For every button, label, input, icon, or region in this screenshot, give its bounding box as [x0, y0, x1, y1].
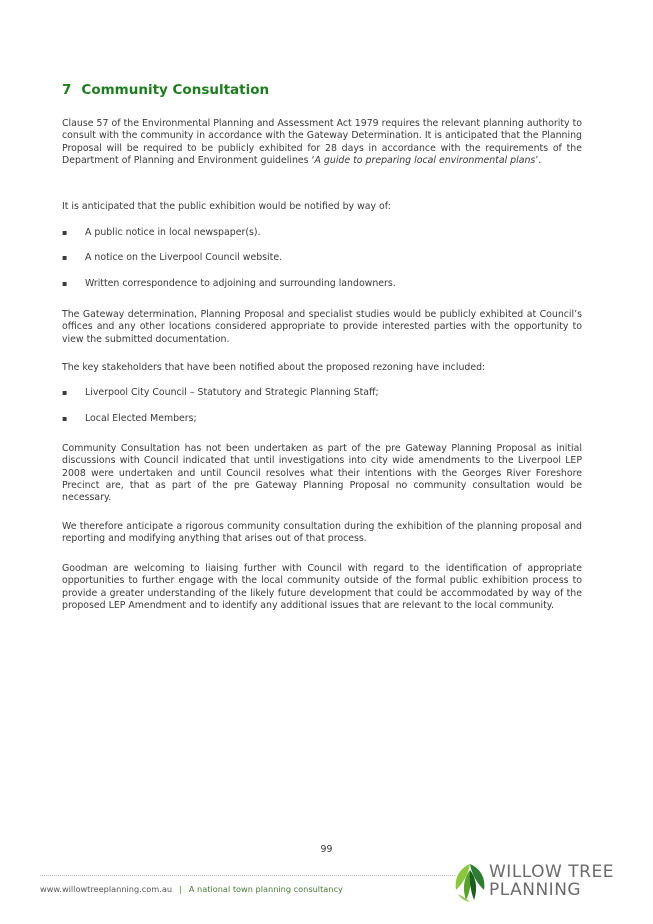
paragraph-anticipate: We therefore anticipate a rigorous community consultation during the exhibition of the planning proposal and reporting and modifying anything that arises out of that process.	[62, 521, 582, 545]
list-item-text: A notice on the Liverpool Council website.	[85, 252, 283, 263]
bullet-marker: ▪	[62, 388, 68, 397]
paragraph-notification-intro: It is anticipated that the public exhibition would be notified by way of:	[62, 201, 391, 212]
paragraph-stakeholders-intro: The key stakeholders that have been notified about the proposed rezoning have included:	[62, 362, 486, 373]
paragraph-no-consultation: Community Consultation has not been undertaken as part of the pre Gateway Planning Proposal as initial discussions with Council indicated that until investigations into city wide amendments to the Liverpool LEP 2008 were undertaken and until Council resolves what their intentions with the Georges River Foreshore Precinct are, that as part of the pre Gateway Planning Proposal no community consultation would be necessary.	[62, 443, 582, 504]
section-heading	[62, 82, 269, 98]
footer	[40, 884, 343, 894]
footer-divider	[40, 875, 455, 876]
bullet-marker: ▪	[62, 253, 68, 262]
paragraph-text: Clause 57 of the Environmental Planning and Assessment Act 1979 requires the relevant planning authority to consult with the community in accordance with the Gateway Determination. It is anticipated that the Planning Proposal will be required to be publicly exhibited for 28 days in accordance with the requirements of the Department of Planning and Environment guidelines ‘	[62, 118, 582, 166]
paragraph-goodman: Goodman are welcoming to liaising further with Council with regard to the identification of appropriate opportunities to further engage with the local community outside of the formal public exhibition process to provide a greater understanding of the likely future development that could be accommodated by way of the proposed LEP Amendment and to identify any additional issues that are relevant to the local community.	[62, 563, 582, 611]
footer-separator: |	[179, 884, 182, 894]
paragraph-clause-57	[62, 118, 582, 167]
footer-url[interactable]: www.willowtreeplanning.com.au	[40, 884, 173, 894]
bullet-marker: ▪	[62, 414, 68, 423]
list-item-text: Liverpool City Council – Statutory and Strategic Planning Staff;	[85, 387, 379, 398]
page-number: 99	[320, 844, 333, 855]
guideline-title: A guide to preparing local environmental plans	[314, 154, 536, 166]
paragraph-text: ’.	[535, 154, 542, 166]
bullet-marker: ▪	[62, 228, 68, 237]
section-number: 7	[62, 82, 72, 98]
list-item-text: Written correspondence to adjoining and surrounding landowners.	[85, 278, 396, 289]
willow-tree-leaf-icon	[452, 860, 488, 904]
paragraph-exhibition: The Gateway determination, Planning Proposal and specialist studies would be publicly exhibited at Council’s offices and any other locations considered appropriate to provide interested parties with the opportunity to view the submitted documentation.	[62, 309, 582, 345]
bullet-marker: ▪	[62, 279, 68, 288]
company-logo	[452, 860, 632, 904]
section-title: Community Consultation	[81, 82, 270, 98]
list-item-text: Local Elected Members;	[85, 413, 197, 424]
list-item-text: A public notice in local newspaper(s).	[85, 227, 261, 238]
logo-text-line1: WILLOW TREE	[489, 862, 614, 882]
footer-tagline: A national town planning consultancy	[188, 884, 343, 894]
logo-text-line2: PLANNING	[489, 880, 582, 900]
